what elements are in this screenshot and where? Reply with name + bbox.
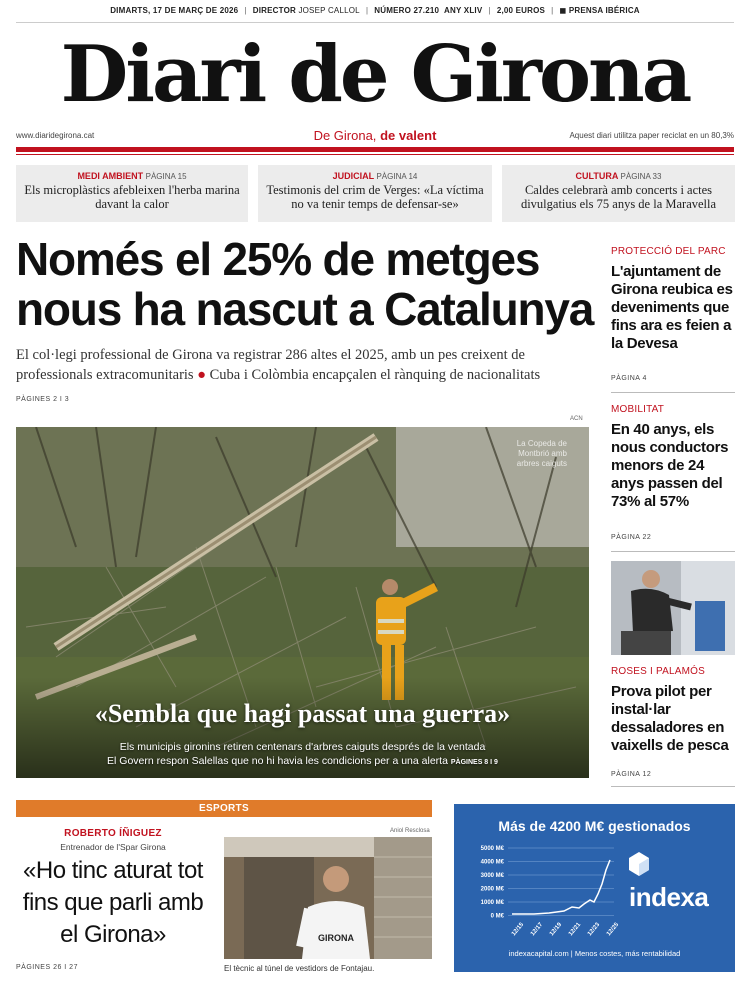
photo-credit: ACN: [570, 416, 583, 422]
photo-caption: [16, 740, 589, 770]
teaser-judicial[interactable]: [258, 165, 492, 222]
right-kicker: ROSES I PALAMÓS: [611, 666, 705, 677]
lead-deck-part-a: El col·legi professional de Girona va registrar 286 altes el 2025, amb un pes creixent de professionals extracomunitaris: [16, 347, 525, 383]
masthead-red-rule: [16, 147, 734, 152]
right-pages: PÀGINA 4: [611, 375, 647, 382]
lead-photo[interactable]: [16, 427, 589, 778]
right-headline: En 40 anys, els nous conductors menors de 24 anys passen del 73% al 57%: [611, 421, 729, 510]
teaser-page: PÀGINA 15: [145, 172, 187, 181]
publisher-group: PRENSA IBÉRICA: [568, 6, 640, 15]
issue-number: NÚMERO 27.210: [374, 6, 440, 15]
right-kicker: PROTECCIÓ DEL PARC: [611, 246, 726, 257]
right-story-2[interactable]: [611, 404, 735, 511]
issue-price: 2,00 EUROS: [496, 6, 546, 15]
masthead-thin-rule: [16, 154, 734, 155]
teaser-page: PÀGINA 33: [620, 172, 662, 181]
teaser-text: Testimonis del crim de Verges: «La víctima no va tenir temps de defensar-se»: [266, 183, 484, 211]
indexa-advertisement[interactable]: [454, 804, 735, 972]
bullet-icon: ●: [197, 367, 206, 383]
ad-y-label: 1000 M€: [480, 900, 504, 906]
ad-x-label: 12/21: [567, 921, 583, 938]
motto-part-a: De Girona,: [313, 128, 377, 143]
teaser-page: PÀGINA 14: [376, 172, 418, 181]
sports-section-bar[interactable]: ESPORTS: [16, 800, 432, 817]
shirt-text: GIRONA: [318, 933, 354, 943]
ad-footer: indexacapital.com | Menos costes, más rentabilidad: [508, 949, 681, 958]
ad-y-label: 2000 M€: [480, 886, 504, 893]
sports-photo-credit: Aniol Resclosa: [390, 828, 430, 834]
teaser-text: Els microplàstics afebleixen l'herba marina davant la calor: [24, 183, 240, 211]
sports-photo-caption: El tècnic al túnel de vestidors de Fontajau.: [224, 964, 375, 973]
right-divider: [611, 551, 735, 552]
photo-watermark: La Copeda de Montbrió amb arbres caiguts: [516, 439, 567, 468]
lead-pages: PÀGINES 2 I 3: [16, 396, 70, 403]
teaser-cultura[interactable]: [502, 165, 735, 222]
lead-headline[interactable]: Només el 25% de metges nous ha nascut a Catalunya: [16, 233, 594, 335]
top-info-strip: DIMARTS, 17 DE MARÇ DE 2026 | DIRECTOR JOSEP CALLOL | NÚMERO 27.210 ANY XLIV | 2,00 EUROS | ◼ PRENSA IBÉRICA: [110, 6, 640, 15]
lead-deck-part-b: Cuba i Colòmbia encapçalen el rànquing de nacionalitats: [209, 367, 541, 383]
website-link[interactable]: www.diaridegirona.cat: [16, 131, 95, 140]
sports-pages: PÀGINES 26 I 27: [16, 964, 78, 971]
right-headline: L'ajuntament de Girona reubica es deveniments que fins ara es feien a la Devesa: [611, 263, 733, 352]
teaser-kicker: CULTURA: [575, 171, 619, 181]
motto-part-b: de valent: [380, 128, 437, 143]
ad-x-label: 12/19: [548, 921, 564, 938]
lead-deck: [16, 345, 591, 385]
issue-year: ANY XLIV: [444, 6, 483, 15]
right-kicker: MOBILITAT: [611, 404, 665, 415]
sports-person-role: Entrenador de l'Spar Girona: [60, 842, 166, 852]
right-story-1[interactable]: [611, 246, 735, 353]
recycle-note: Aquest diari utilitza paper reciclat en un 80,3%: [569, 131, 734, 140]
director-name: JOSEP CALLOL: [298, 6, 360, 15]
technician-illustration: [611, 561, 735, 655]
photo-quote: «Sembla que hagi passat una guerra»: [94, 699, 511, 728]
teaser-kicker: JUDICIAL: [332, 171, 374, 181]
photo-caption-line-1: Els municipis gironins retiren centenars d'arbres caiguts després de la ventada: [119, 741, 486, 753]
teaser-medi-ambient[interactable]: [16, 165, 248, 222]
right-story-3[interactable]: [611, 666, 735, 755]
ad-growth-line: [512, 860, 610, 914]
ad-x-label: 12/17: [529, 921, 545, 938]
ad-x-label: 12/15: [510, 921, 526, 938]
masthead-subline: [16, 128, 734, 142]
ad-y-label: 0 M€: [490, 913, 504, 920]
ad-y-label: 5000 M€: [480, 846, 504, 852]
right-photo[interactable]: [611, 561, 735, 655]
sports-photo[interactable]: [224, 837, 432, 959]
right-pages: PÀGINA 22: [611, 534, 652, 541]
indexa-logo-icon: [629, 852, 649, 876]
ad-x-label: 12/23: [586, 921, 602, 938]
photo-caption-line-2: El Govern respon Salellas que no hi havia les condicions per a una alerta: [107, 755, 448, 767]
ad-y-label: 3000 M€: [480, 873, 504, 879]
right-divider: [611, 786, 735, 787]
coach-illustration: [224, 837, 432, 959]
teaser-text: Caldes celebrarà amb concerts i actes divulgatius els 75 anys de la Maravella: [520, 183, 717, 211]
top-rule: [16, 22, 734, 23]
ad-brand: indexa: [629, 882, 709, 912]
ad-y-label: 4000 M€: [480, 859, 504, 866]
director-label: DIRECTOR: [252, 6, 296, 15]
ad-x-label: 12/25: [605, 921, 621, 938]
ad-title: Más de 4200 M€ gestionados: [498, 818, 691, 834]
right-headline: Prova pilot per instal·lar dessaladores en vaixells de pesca: [611, 683, 729, 754]
right-divider: [611, 392, 735, 393]
group-icon: ◼: [559, 6, 567, 15]
issue-date: DIMARTS, 17 DE MARÇ DE 2026: [110, 6, 239, 15]
masthead-title: Diari de Girona: [60, 29, 690, 120]
photo-caption-pages: PÀGINES 8 I 9: [450, 759, 498, 766]
right-pages: PÀGINA 12: [611, 771, 652, 778]
sports-person-name: ROBERTO ÍÑIGUEZ: [64, 828, 162, 839]
sports-quote[interactable]: «Ho tinc aturat tot fins que parli amb el Girona»: [22, 857, 204, 948]
teaser-kicker: MEDI AMBIENT: [77, 171, 144, 181]
